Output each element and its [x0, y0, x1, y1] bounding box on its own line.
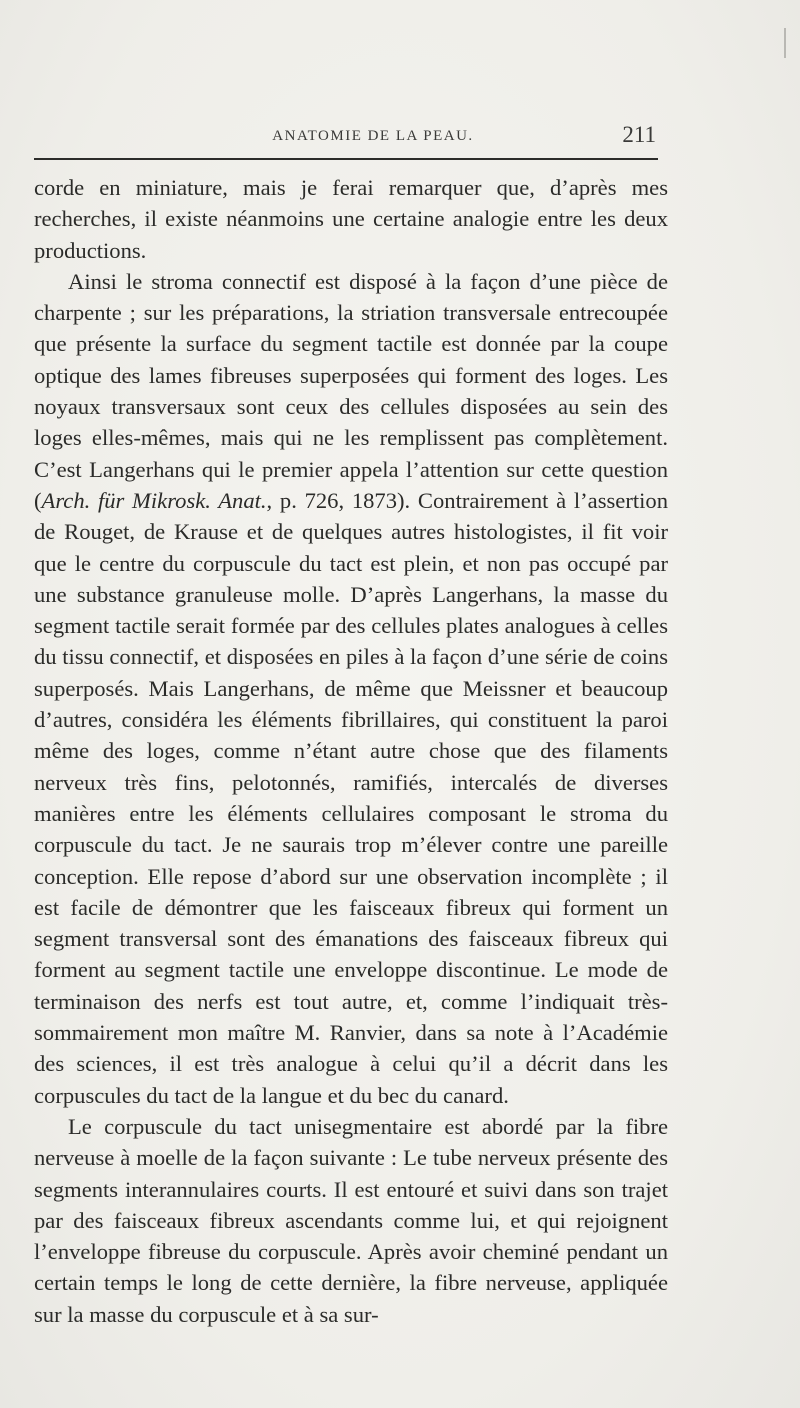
page-number: 211: [622, 122, 656, 147]
paragraph-3: Le corpuscule du tact unisegmentaire est abordé par la fibre nerveuse à moelle de la façon suivante : Le tube nerveux présente des segments interannulaires courts. Il est entouré et suivi dans son trajet par des faisceaux fibreux ascendants comme lui, et qui rejoignent l’enveloppe fibreuse du corpuscule. Après avoir cheminé pendant un certain temps le long de cette dernière, la fibre nerveuse, appliquée sur la masse du corpuscule et à sa sur-: [34, 1113, 668, 1327]
page-edge-mark: [784, 28, 786, 58]
body-text: [34, 172, 668, 1330]
paragraph-2-text-after: , p. 726, 1873). Contrairement à l’assertion de Rouget, de Krause et de quelques autres histologistes, il fit voir que le centre du corpuscule du tact est plein, et non pas occupé par une substance granuleuse molle. D’après Langerhans, la masse du segment tactile serait formée par des cellules plates analogues à celles du tissu connectif, et disposées en piles à la façon d’une série de coins superposés. Mais Langerhans, de même que Meissner et beaucoup d’autres, considéra les éléments fibrillaires, qui constituent la paroi même des loges, comme n’étant autre chose que des filaments nerveux très fins, pelotonnés, ramifiés, intercalés de diverses manières entre les éléments cellulaires composant le stroma du corpuscule du tact. Je ne saurais trop m’élever contre une pareille conception. Elle repose d’abord sur une observation incomplète ; il est facile de démontrer que les faisceaux fibreux qui forment un segment transversal sont des émanations des faisceaux fibreux qui forment au segment tactile une enveloppe discontinue. Le mode de terminaison des nerfs est tout autre, et, comme l’indiquait très-sommairement mon maître M. Ranvier, dans sa note à l’Académie des sciences, il est très analogue à celui qu’il a décrit dans les corpuscules du tact de la langue et du bec du canard.: [34, 487, 668, 1108]
paragraph-2: [34, 266, 668, 1111]
citation: Arch. für Mikrosk. Anat.: [41, 487, 267, 513]
page-header: [34, 122, 656, 152]
header-rule: [34, 158, 658, 160]
paragraph-2-text-before: Ainsi le stroma connectif est disposé à la façon d’une pièce de charpente ; sur les préparations, la striation transversale entrecoupée que présente la surface du segment tactile est donnée par la coupe optique des lames fibreuses superposées qui forment des loges. Les noyaux transversaux sont ceux des cellules disposées au sein des loges elles-mêmes, mais qui ne les remplissent pas complètement. C’est Langerhans qui le premier appela l’attention sur cette question (: [34, 268, 668, 513]
running-head: ANATOMIE DE LA PEAU.: [272, 128, 474, 144]
paragraph-1: corde en miniature, mais je ferai remarquer que, d’après mes recherches, il existe néanmoins une certaine analogie entre les deux productions.: [34, 175, 668, 263]
